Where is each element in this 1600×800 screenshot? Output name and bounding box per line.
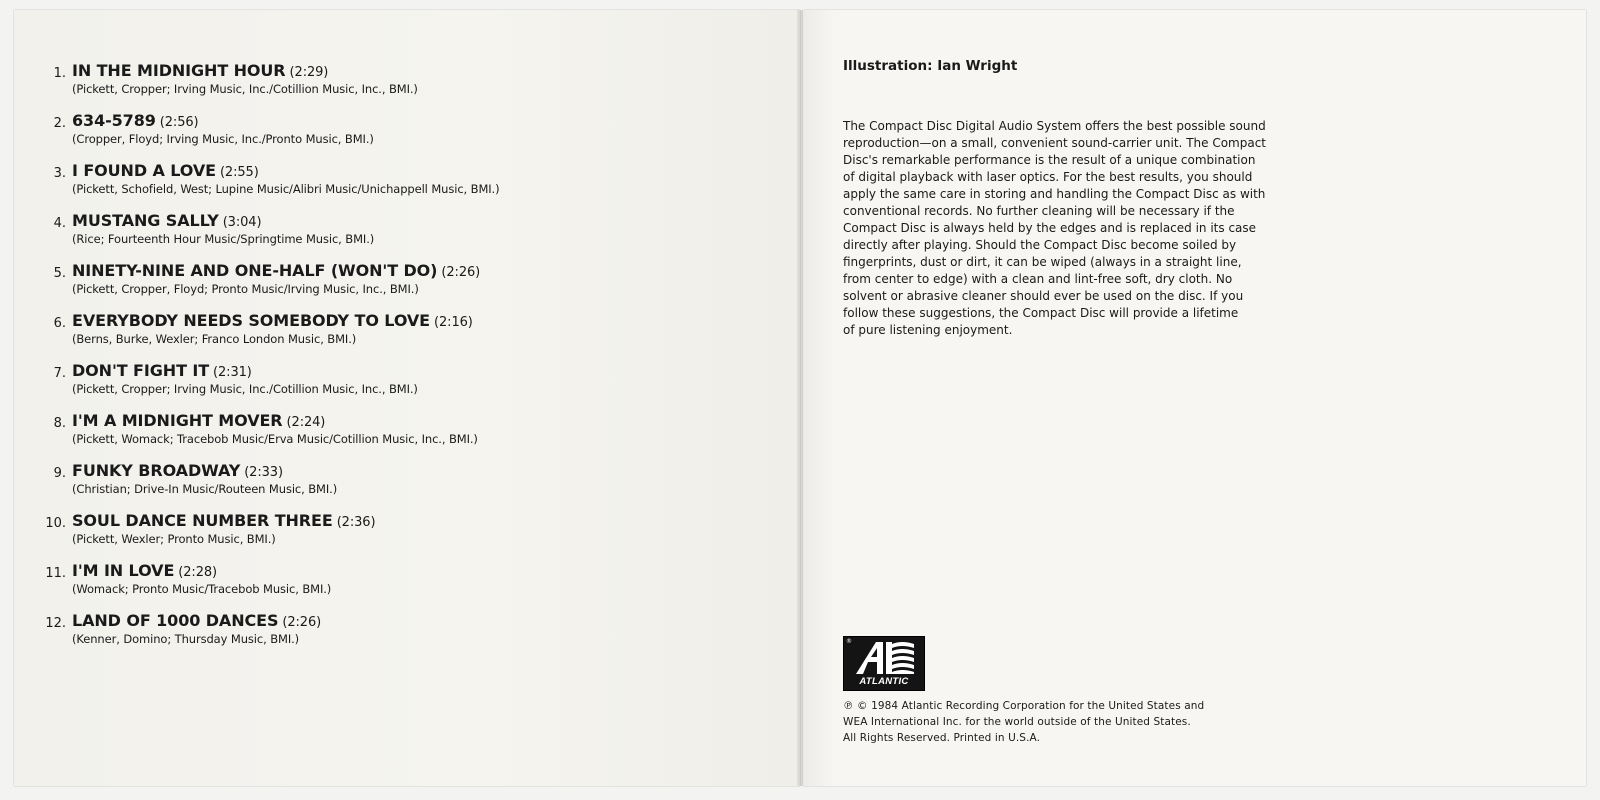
track-number: 11. bbox=[45, 566, 66, 581]
track-time: (2:33) bbox=[244, 465, 283, 480]
track-time: (2:29) bbox=[289, 65, 329, 80]
track-title-text: 634-5789 bbox=[72, 111, 156, 130]
atlantic-wordmark: ATLANTIC bbox=[859, 676, 909, 687]
track-item bbox=[14, 561, 784, 603]
track-number: 6. bbox=[53, 316, 66, 331]
track-credit: (Rice; Fourteenth Hour Music/Springtime Music, BMI.) bbox=[72, 232, 375, 246]
track-number: 10. bbox=[45, 516, 66, 531]
track-title-text: LAND OF 1000 DANCES bbox=[72, 611, 279, 630]
paragraph-line: from center to edge) with a clean and lint-free soft, dry cloth. No bbox=[843, 272, 1233, 286]
track-credit: (Kenner, Domino; Thursday Music, BMI.) bbox=[72, 632, 300, 646]
track-title bbox=[72, 361, 252, 380]
track-credit: (Pickett, Womack; Tracebob Music/Erva Music/Cotillion Music, Inc., BMI.) bbox=[72, 432, 478, 446]
track-item bbox=[14, 211, 784, 253]
track-item bbox=[14, 311, 784, 353]
track-time: (2:55) bbox=[219, 165, 259, 180]
track-number: 3. bbox=[53, 166, 66, 181]
right-page bbox=[803, 10, 1586, 786]
track-time: (2:26) bbox=[441, 265, 481, 280]
track-item bbox=[14, 261, 784, 303]
track-item bbox=[14, 511, 784, 553]
track-title bbox=[72, 461, 283, 480]
paragraph-line: directly after playing. Should the Compact Disc become soiled by bbox=[843, 238, 1237, 252]
paragraph-line: Compact Disc is always held by the edges and is replaced in its case bbox=[843, 221, 1257, 235]
copyright-notice bbox=[843, 698, 1204, 746]
track-number: 2. bbox=[53, 116, 66, 131]
paragraph-line: of digital playback with laser optics. For the best results, you should bbox=[843, 170, 1253, 184]
track-credit: (Pickett, Cropper; Irving Music, Inc./Cotillion Music, Inc., BMI.) bbox=[72, 382, 418, 396]
registered-mark: ® bbox=[846, 638, 852, 645]
track-title bbox=[72, 61, 328, 80]
paragraph-line: conventional records. No further cleaning will be necessary if the bbox=[843, 204, 1235, 218]
track-number: 7. bbox=[53, 366, 66, 381]
track-item bbox=[14, 111, 784, 153]
track-number: 4. bbox=[53, 216, 66, 231]
track-time: (2:31) bbox=[213, 365, 252, 380]
track-title-text: IN THE MIDNIGHT HOUR bbox=[72, 61, 286, 80]
track-title bbox=[72, 111, 199, 130]
left-page bbox=[14, 10, 800, 786]
track-title-text: FUNKY BROADWAY bbox=[72, 461, 241, 480]
track-item bbox=[14, 361, 784, 403]
atlantic-logo bbox=[843, 636, 925, 691]
paragraph-line: follow these suggestions, the Compact Disc will provide a lifetime bbox=[843, 306, 1239, 320]
copyright-line: All Rights Reserved. Printed in U.S.A. bbox=[843, 732, 1041, 744]
track-credit: (Pickett, Cropper; Irving Music, Inc./Cotillion Music, Inc., BMI.) bbox=[72, 82, 418, 96]
track-time: (2:26) bbox=[282, 615, 322, 630]
track-title-text: NINETY-NINE AND ONE-HALF (WON'T DO) bbox=[72, 261, 438, 280]
track-title-text: MUSTANG SALLY bbox=[72, 211, 219, 230]
track-item bbox=[14, 411, 784, 453]
track-number: 12. bbox=[45, 616, 66, 631]
track-title bbox=[72, 511, 375, 530]
track-credit: (Womack; Pronto Music/Tracebob Music, BMI.) bbox=[72, 582, 332, 596]
track-title bbox=[72, 261, 480, 280]
track-credit: (Pickett, Cropper, Floyd; Pronto Music/Irving Music, Inc., BMI.) bbox=[72, 282, 419, 296]
track-title-text: SOUL DANCE NUMBER THREE bbox=[72, 511, 333, 530]
track-credit: (Pickett, Wexler; Pronto Music, BMI.) bbox=[72, 532, 276, 546]
illustration-credit: Illustration: Ian Wright bbox=[843, 58, 1018, 74]
track-time: (2:24) bbox=[286, 415, 326, 430]
paragraph-line: of pure listening enjoyment. bbox=[843, 323, 1013, 337]
track-title bbox=[72, 611, 321, 630]
track-credit: (Berns, Burke, Wexler; Franco London Music, BMI.) bbox=[72, 332, 357, 346]
track-item bbox=[14, 161, 784, 203]
track-time: (2:56) bbox=[159, 115, 199, 130]
track-time: (2:36) bbox=[336, 515, 376, 530]
paragraph-line: Disc's remarkable performance is the result of a unique combination bbox=[843, 153, 1256, 167]
track-time: (2:16) bbox=[434, 315, 473, 330]
track-credit: (Pickett, Schofield, West; Lupine Music/Alibri Music/Unichappell Music, BMI.) bbox=[72, 182, 500, 196]
track-title-text: I FOUND A LOVE bbox=[72, 161, 216, 180]
paragraph-line: The Compact Disc Digital Audio System offers the best possible sound bbox=[843, 119, 1266, 133]
track-title bbox=[72, 411, 325, 430]
track-title bbox=[72, 211, 261, 230]
track-title-text: I'M IN LOVE bbox=[72, 561, 175, 580]
track-time: (2:28) bbox=[178, 565, 218, 580]
track-title-text: EVERYBODY NEEDS SOMEBODY TO LOVE bbox=[72, 311, 431, 330]
track-title-text: I'M A MIDNIGHT MOVER bbox=[72, 411, 283, 430]
track-credit: (Christian; Drive-In Music/Routeen Music, BMI.) bbox=[72, 482, 338, 496]
paragraph-line: fingerprints, dust or dirt, it can be wiped (always in a straight line, bbox=[843, 255, 1242, 269]
track-number: 5. bbox=[53, 266, 66, 281]
track-title bbox=[72, 311, 473, 330]
track-number: 9. bbox=[53, 466, 66, 481]
track-item bbox=[14, 611, 784, 653]
paragraph-line: reproduction—on a small, convenient sound-carrier unit. The Compact bbox=[843, 136, 1267, 150]
track-title-text: DON'T FIGHT IT bbox=[72, 361, 210, 380]
track-title bbox=[72, 161, 259, 180]
copyright-line: WEA International Inc. for the world outside of the United States. bbox=[843, 716, 1191, 728]
cd-care-paragraph bbox=[843, 118, 1283, 339]
track-title bbox=[72, 561, 217, 580]
copyright-line: ℗ © 1984 Atlantic Recording Corporation for the United States and bbox=[843, 700, 1205, 712]
track-item bbox=[14, 61, 784, 103]
paragraph-line: apply the same care in storing and handling the Compact Disc as with bbox=[843, 187, 1266, 201]
track-time: (3:04) bbox=[222, 215, 262, 230]
track-item bbox=[14, 461, 784, 503]
track-number: 1. bbox=[53, 66, 66, 81]
track-number: 8. bbox=[53, 416, 66, 431]
atlantic-logo-icon bbox=[852, 640, 916, 675]
track-credit: (Cropper, Floyd; Irving Music, Inc./Pronto Music, BMI.) bbox=[72, 132, 374, 146]
paragraph-line: solvent or abrasive cleaner should ever be used on the disc. If you bbox=[843, 289, 1244, 303]
